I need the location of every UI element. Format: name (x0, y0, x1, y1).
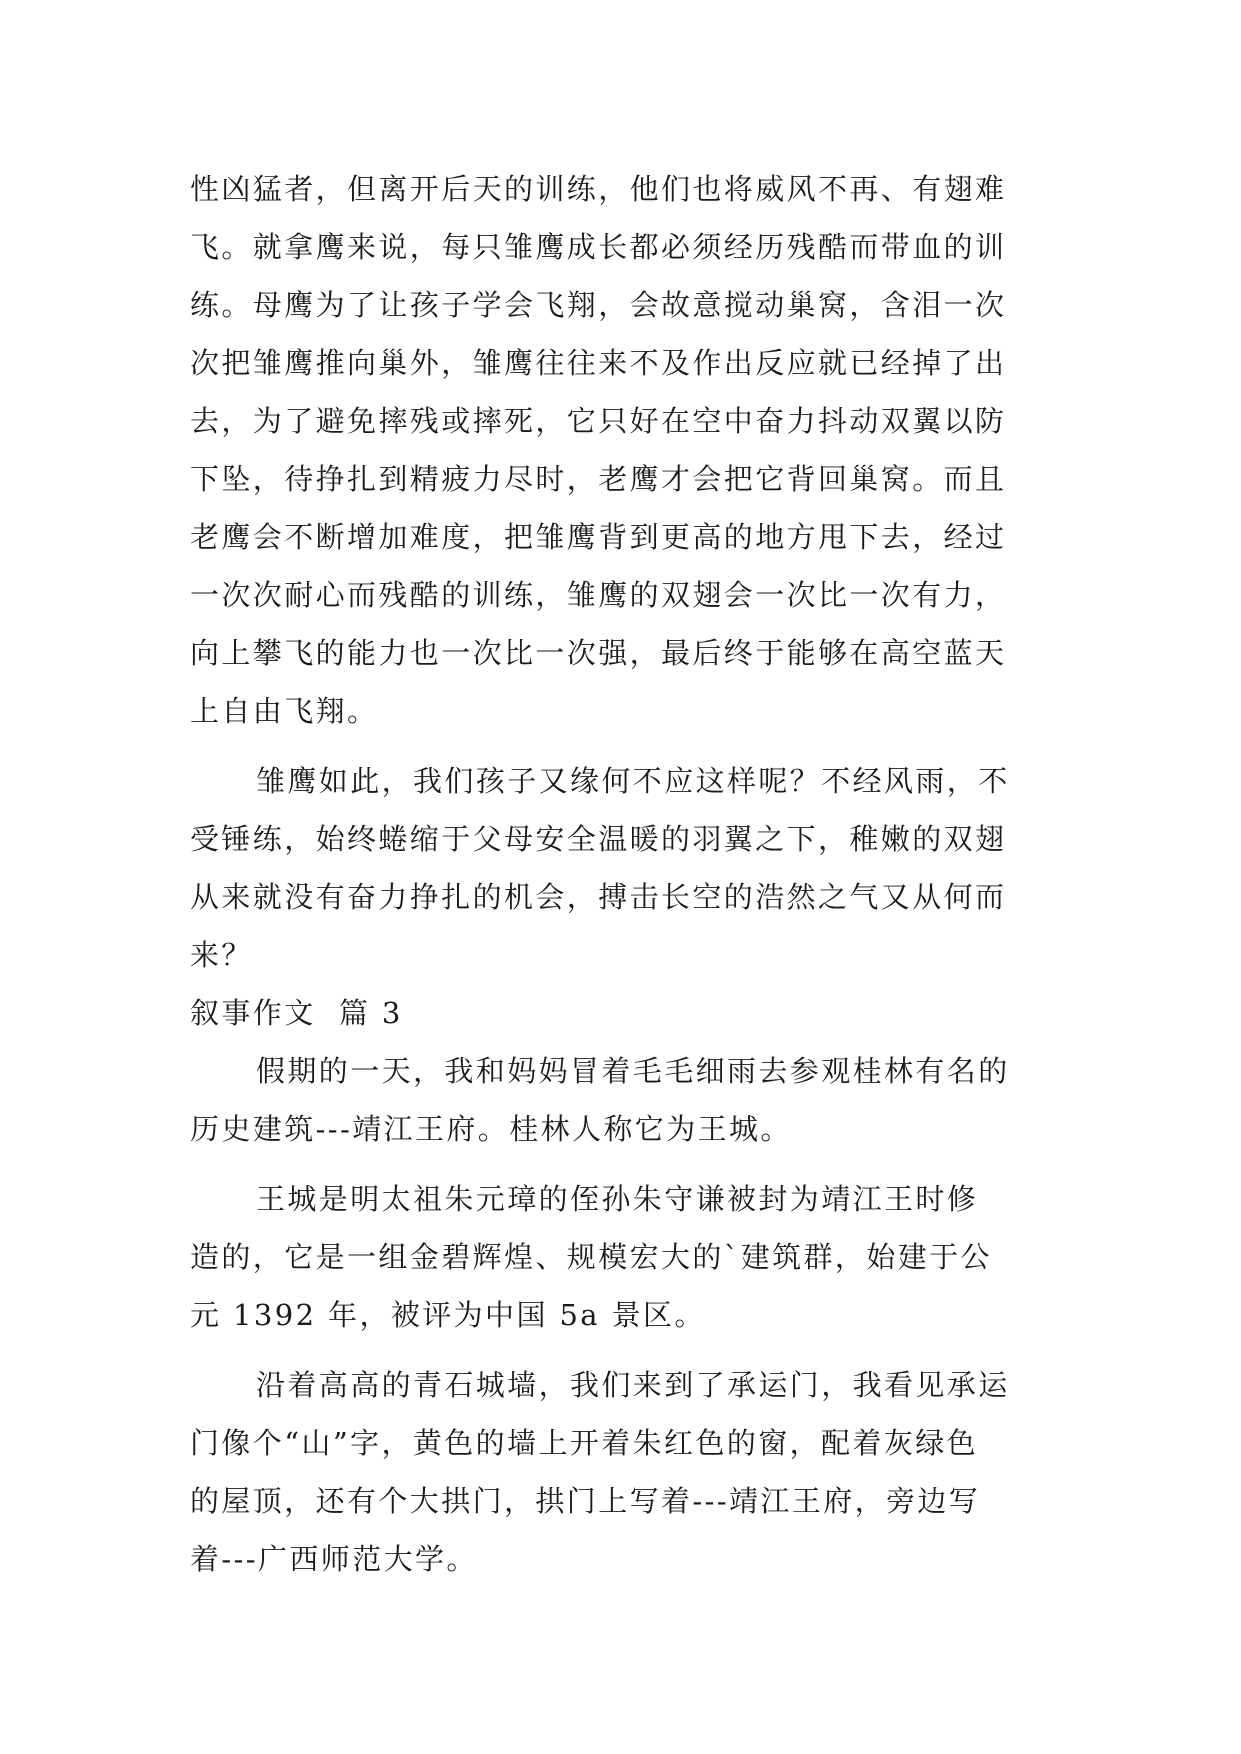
paragraph-chengyun-gate (190, 1356, 1058, 1588)
text-line: 门像个“山”字，黄色的墙上开着朱红色的窗，配着灰绿色 (190, 1426, 979, 1460)
text-line: 的屋顶，还有个大拱门，拱门上写着---靖江王府，旁边写 (190, 1484, 981, 1518)
section-heading: 叙事作文 篇 3 (190, 996, 403, 1030)
text-line: 着---广西师范大学。 (190, 1542, 478, 1576)
paragraph-children-reflection (190, 752, 1058, 984)
text-line: 上自由飞翔。 (190, 694, 379, 728)
text-line: 沿着高高的青石城墙，我们来到了承运门，我看见承运 (256, 1368, 1010, 1402)
text-line: 去，为了避免摔残或摔死，它只好在空中奋力抖动双翼以防 (190, 404, 1007, 438)
text-line: 老鹰会不断增加难度，把雏鹰背到更高的地方甩下去，经过 (190, 520, 1007, 554)
text-line: 向上攀飞的能力也一次比一次强，最后终于能够在高空蓝天 (190, 636, 1007, 670)
text-line: 从来就没有奋力挣扎的机会，搏击长空的浩然之气又从何而 (190, 880, 1007, 914)
paragraph-wangcheng-history (190, 1170, 1058, 1344)
text-line: 练。母鹰为了让孩子学会飞翔，会故意搅动巢窝，含泪一次 (190, 288, 1007, 322)
paragraph-eagle-training (190, 160, 1058, 740)
text-line: 受锤练，始终蜷缩于父母安全温暖的羽翼之下，稚嫩的双翅 (190, 822, 1007, 856)
document-body (190, 160, 1058, 1588)
text-line: 历史建筑---靖江王府。桂林人称它为王城。 (190, 1112, 792, 1146)
text-line: 飞。就拿鹰来说，每只雏鹰成长都必须经历残酷而带血的训 (190, 230, 1007, 264)
text-line: 次把雏鹰推向巢外，雏鹰往往来不及作出反应就已经掉了出 (190, 346, 1007, 380)
paragraph-holiday-visit (190, 1042, 1058, 1158)
text-line: 王城是明太祖朱元璋的侄孙朱守谦被封为靖江王时修 (256, 1182, 979, 1216)
text-line: 一次次耐心而残酷的训练，雏鹰的双翅会一次比一次有力， (190, 578, 1007, 612)
text-line: 来？ (190, 938, 253, 972)
text-line: 性凶猛者，但离开后天的训练，他们也将威风不再、有翅难 (190, 172, 1007, 206)
text-line: 假期的一天，我和妈妈冒着毛毛细雨去参观桂林有名的 (256, 1054, 1010, 1088)
text-line: 元 1392 年，被评为中国 5a 景区。 (190, 1298, 706, 1332)
text-line: 雏鹰如此，我们孩子又缘何不应这样呢？不经风雨，不 (256, 764, 1010, 798)
text-line: 造的，它是一组金碧辉煌、规模宏大的`建筑群，始建于公 (190, 1240, 992, 1274)
text-line: 下坠，待挣扎到精疲力尽时，老鹰才会把它背回巢窝。而且 (190, 462, 1007, 496)
